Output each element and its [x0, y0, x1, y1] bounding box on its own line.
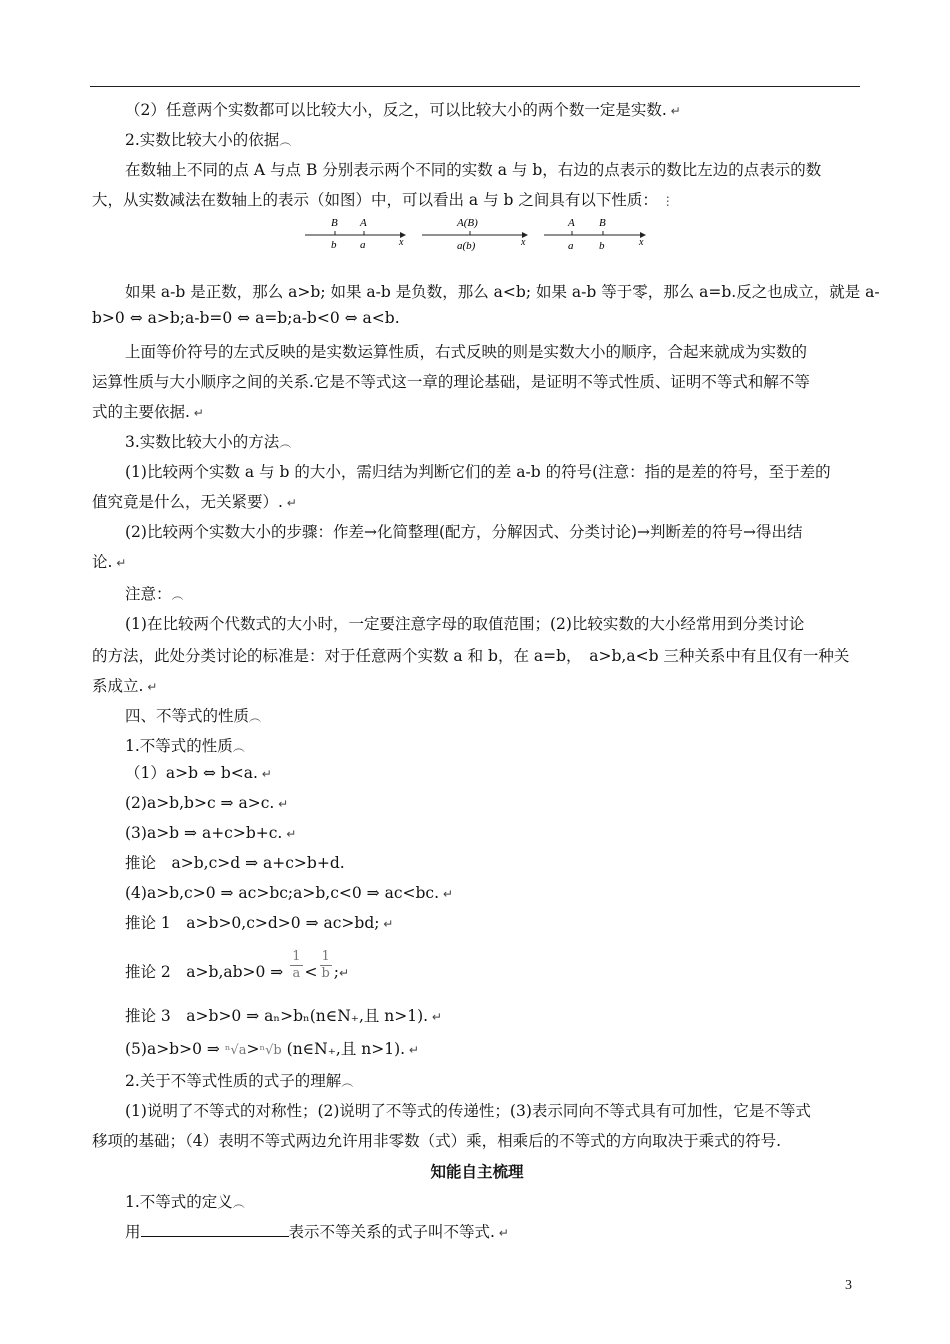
header-rule — [90, 86, 860, 87]
paragraph-line: (1)比较两个实数 a 与 b 的大小，需归结为判断它们的差 a-b 的符号(注意：指的是差的符号，至于差的 — [125, 463, 831, 481]
label-a: a — [568, 240, 574, 252]
nth-root-a: ⁿ√a — [224, 1043, 247, 1058]
number-line-1 — [305, 217, 406, 251]
section-heading: 3.实数比较大小的方法︵ — [125, 433, 292, 451]
section-heading: 1.不等式的性质︵ — [125, 737, 245, 755]
section-heading: 2.关于不等式性质的式子的理解︵ — [125, 1072, 354, 1090]
number-line-figure — [300, 214, 660, 256]
paragraph-line: 值究竟是什么，无关紧要）. ↵ — [92, 493, 297, 511]
paragraph-line: 的方法，此处分类讨论的标准是：对于任意两个实数 a 和 b，在 a=b， a>b,a<b 三种关系中有且仅有一种关 — [92, 647, 850, 665]
formula-line: (5)a>b>0 ⇒ ⁿ√a>ⁿ√b (n∈N₊,且 n>1). ↵ — [125, 1040, 419, 1058]
paragraph-line: 在数轴上不同的点 A 与点 B 分别表示两个不同的实数 a 与 b，右边的点表示的数比左边的点表示的数 — [125, 161, 822, 179]
formula-line: 推论 3 a>b>0 ⇒ aₙ>bₙ(n∈N₊,且 n>1). ↵ — [125, 1007, 442, 1025]
section-heading: 1.不等式的定义︵ — [125, 1193, 245, 1211]
fraction-1-over-b: $\frac{1}{b}$ — [321, 948, 330, 981]
fill-in-blank[interactable] — [141, 1222, 289, 1237]
label-x: x — [639, 237, 644, 248]
paragraph-line: (2)比较两个实数大小的步骤：作差→化简整理(配方，分解因式、分类讨论)→判断差的符号→得出结 — [125, 523, 803, 541]
number-line-2 — [422, 217, 528, 252]
label-A: A — [568, 217, 575, 229]
formula-line: (3)a>b ⇒ a+c>b+c. ↵ — [125, 824, 297, 842]
label-b: b — [599, 240, 605, 252]
paragraph-line: 大，从实数减法在数轴上的表示（如图）中，可以看出 a 与 b 之间具有以下性质： ⋮ — [92, 191, 674, 209]
label-A-B: A(B) — [457, 217, 478, 229]
paragraph-line: (1)说明了不等式的对称性；(2)说明了不等式的传递性；(3)表示同向不等式具有可加性，它是不等式 — [125, 1102, 811, 1120]
paragraph-line: (1)在比较两个代数式的大小时，一定要注意字母的取值范围；(2)比较实数的大小经常用到分类讨论 — [125, 615, 805, 633]
paragraph-line: 系成立. ↵ — [92, 677, 158, 695]
section-heading: 四、不等式的性质︵ — [125, 707, 262, 725]
formula-line: 推论 2 a>b,ab>0 ⇒ $\frac{1}{a}$ < $\frac{1}{b}$ ;↵ — [125, 948, 350, 981]
label-b: b — [331, 239, 337, 251]
label-B: B — [331, 217, 338, 229]
formula-line: (2)a>b,b>c ⇒ a>c. ↵ — [125, 794, 289, 812]
note-label: 注意：︵ — [125, 585, 184, 603]
paragraph-line: （2）任意两个实数都可以比较大小，反之，可以比较大小的两个数一定是实数. ↵ — [125, 101, 681, 119]
formula-line: 推论 1 a>b>0,c>d>0 ⇒ ac>bd; ↵ — [125, 914, 394, 932]
paragraph-line: 式的主要依据. ↵ — [92, 403, 204, 421]
paragraph-line: 论. ↵ — [92, 553, 127, 571]
paragraph-line: b>0 ⇔ a>b;a-b=0 ⇔ a=b;a-b<0 ⇔ a<b. — [92, 309, 400, 327]
fill-in-line: 用 表示不等关系的式子叫不等式. ↵ — [125, 1223, 509, 1241]
paragraph-line: 移项的基础；（4）表明不等式两边允许用非零数（式）乘，相乘后的不等式的方向取决于乘式的符号. — [92, 1132, 782, 1150]
nth-root-b: ⁿ√b — [259, 1043, 282, 1058]
label-a: a — [360, 239, 366, 251]
label-x: x — [399, 237, 404, 248]
formula-line: (4)a>b,c>0 ⇒ ac>bc;a>b,c<0 ⇒ ac<bc. ↵ — [125, 884, 453, 902]
paragraph-line: 如果 a-b 是正数，那么 a>b; 如果 a-b 是负数，那么 a<b; 如果 a-b 等于零，那么 a=b.反之也成立，就是 a- — [125, 283, 880, 301]
fraction-1-over-a: $\frac{1}{a}$ — [292, 948, 301, 981]
label-B: B — [599, 217, 606, 229]
page-number: 3 — [845, 1278, 852, 1293]
formula-line: 推论 a>b,c>d ⇒ a+c>b+d. — [125, 854, 345, 872]
label-x: x — [521, 237, 526, 248]
section-title: 知能自主梳理 — [430, 1163, 524, 1181]
number-line-3 — [544, 217, 646, 252]
paragraph-line: 上面等价符号的左式反映的是实数运算性质，右式反映的则是实数大小的顺序，合起来就成为实数的 — [125, 343, 808, 361]
section-heading: 2.实数比较大小的依据︵ — [125, 131, 292, 149]
paragraph-line: 运算性质与大小顺序之间的关系.它是不等式这一章的理论基础，是证明不等式性质、证明不等式和解不等 — [92, 373, 810, 391]
label-a-b: a(b) — [457, 240, 476, 252]
label-A: A — [360, 217, 367, 229]
formula-line: （1）a>b ⇔ b<a. ↵ — [125, 764, 272, 782]
